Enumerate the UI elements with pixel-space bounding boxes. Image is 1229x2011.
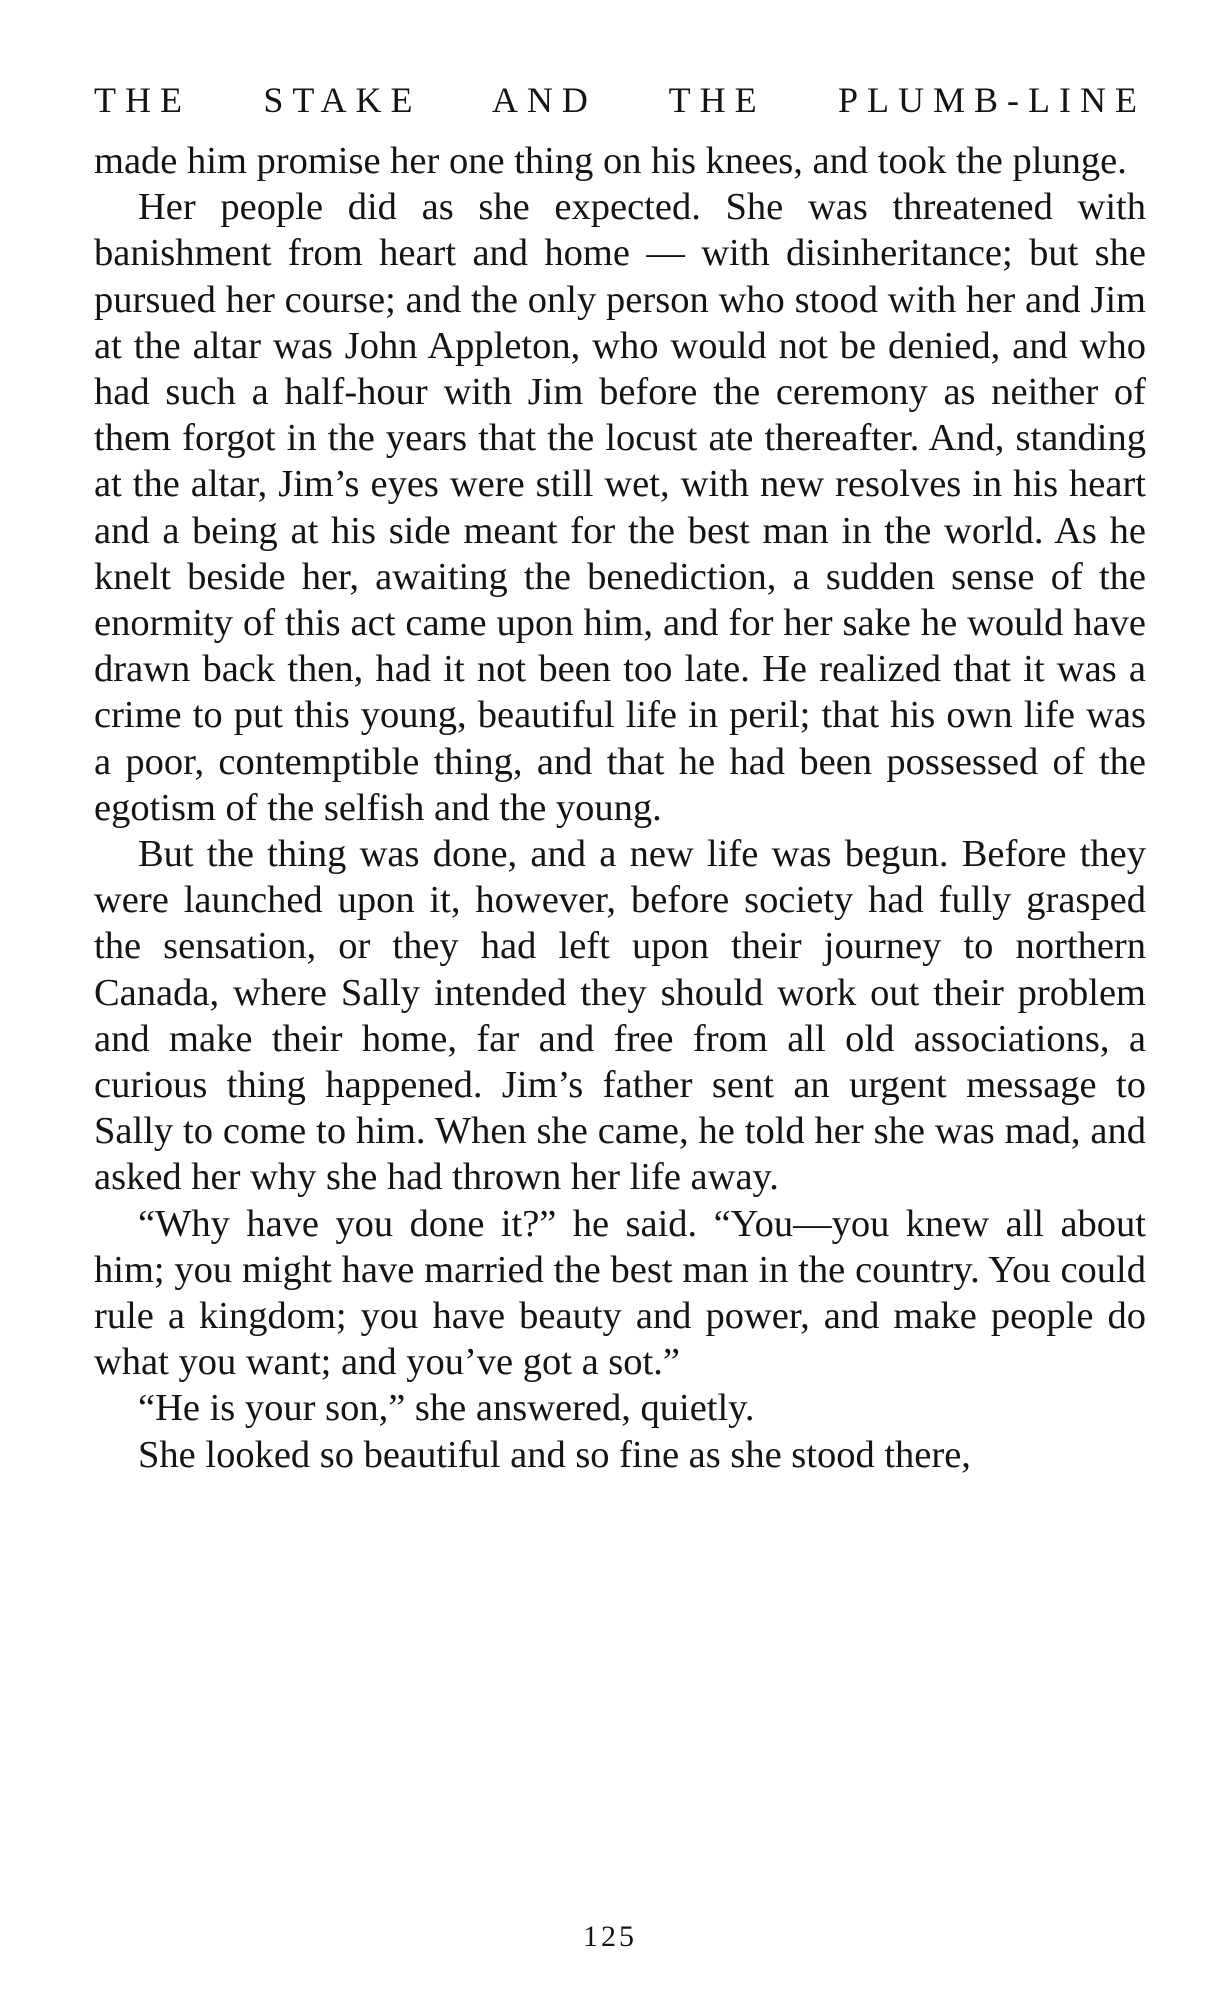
paragraph-2: Her people did as she expected. She was threatened with banishment from heart and home — with disinheritance; but she pursued her course; and the only person who stood with her and Jim at the altar was John Appleton, who would not be denied, and who had such a half-hour with Jim before the ceremony as neither of them forgot in the years that the locust ate thereafter. And, standing at the altar, Jim’s eyes were still wet, with new resolves in his heart and a being at his side meant for the best man in the world. As he knelt beside her, awaiting the benediction, a sudden sense of the enormity of this act came upon him, and for her sake he would have drawn back then, had it not been too late. He realized that it was a crime to put this young, beautiful life in peril; that his own life was a poor, contemptible thing, and that he had been possessed of the egotism of the selfish and the young.	[94, 186, 1146, 829]
paragraph-5: “He is your son,” she answered, quietly.	[138, 1387, 755, 1430]
page-number: 125	[583, 1920, 637, 1953]
paragraph-4: “Why have you done it?” he said. “You—you knew all about him; you might have married the best man in the country. You could rule a kingdom; you have beauty and power, and make people do what you want; and you’ve got a sot.”	[94, 1202, 1146, 1384]
running-head: THE STAKE AND THE PLUMB-LINE	[94, 80, 1146, 120]
paragraph-3: But the thing was done, and a new life was begun. Before they were launched upon it, however, before society had fully grasped the sensation, or they had left upon their journey to northern Canada, where Sally intended they should work out their problem and make their home, far and free from all old associations, a curious thing happened. Jim’s father sent an urgent message to Sally to come to him. When she came, he told her she was mad, and asked her why she had thrown her life away.	[94, 833, 1146, 1199]
paragraph-6: She looked so beautiful and so fine as she stood there,	[138, 1433, 971, 1476]
book-page	[94, 70, 1146, 1953]
paragraph-1: made him promise her one thing on his knees, and took the plunge.	[94, 140, 1127, 182]
